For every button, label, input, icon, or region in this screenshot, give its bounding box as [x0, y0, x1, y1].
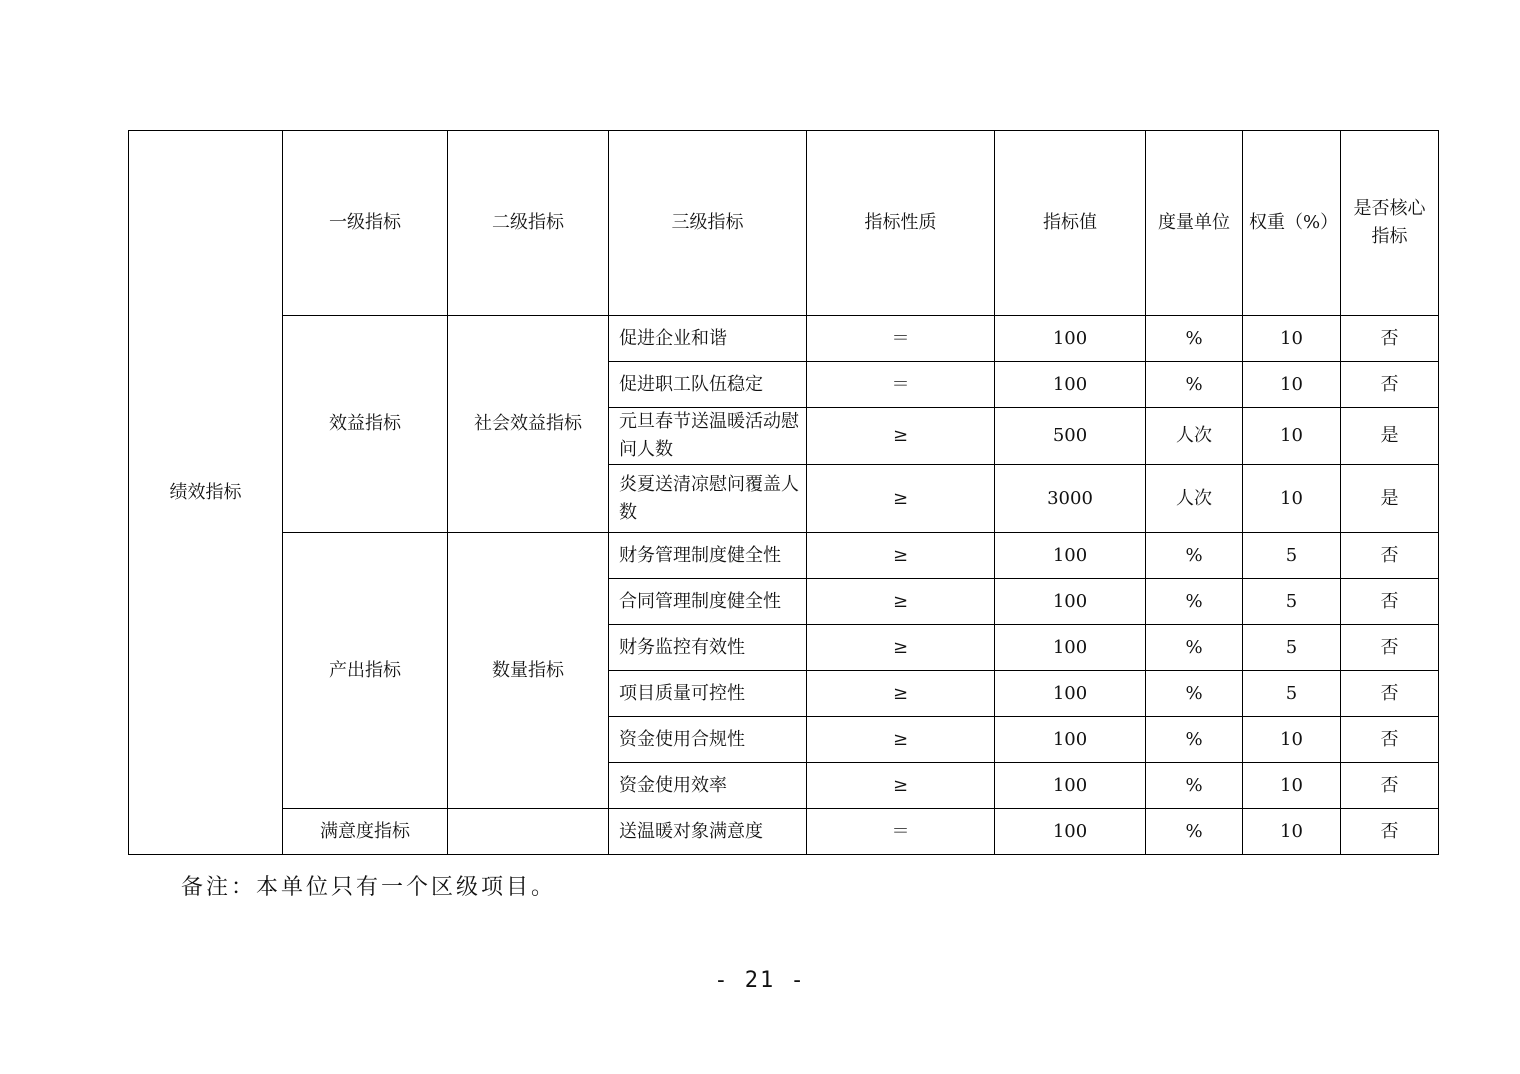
weight-cell: 10: [1243, 763, 1341, 809]
weight-cell: 10: [1243, 408, 1341, 465]
indicator-cell: 元旦春节送温暖活动慰问人数: [609, 408, 807, 465]
header-level3: 三级指标: [609, 131, 807, 316]
weight-cell: 10: [1243, 362, 1341, 408]
value-cell: 100: [995, 625, 1146, 671]
level1-cell: 效益指标: [283, 316, 448, 533]
nature-cell: ＝: [807, 362, 995, 408]
category-cell: 绩效指标: [129, 131, 283, 855]
header-unit: 度量单位: [1146, 131, 1243, 316]
value-cell: 500: [995, 408, 1146, 465]
nature-cell: ≥: [807, 625, 995, 671]
unit-cell: %: [1146, 316, 1243, 362]
weight-cell: 10: [1243, 717, 1341, 763]
indicator-cell: 资金使用合规性: [609, 717, 807, 763]
core-cell: 否: [1341, 763, 1439, 809]
header-level1: 一级指标: [283, 131, 448, 316]
unit-cell: %: [1146, 533, 1243, 579]
weight-cell: 5: [1243, 579, 1341, 625]
nature-cell: ≥: [807, 408, 995, 465]
core-cell: 否: [1341, 533, 1439, 579]
unit-cell: 人次: [1146, 408, 1243, 465]
weight-cell: 5: [1243, 533, 1341, 579]
performance-indicator-table: [128, 130, 1439, 855]
header-level2: 二级指标: [448, 131, 609, 316]
indicator-cell: 炎夏送清凉慰问覆盖人数: [609, 465, 807, 533]
value-cell: 100: [995, 316, 1146, 362]
core-cell: 否: [1341, 579, 1439, 625]
unit-cell: 人次: [1146, 465, 1243, 533]
table-row: [129, 533, 1439, 579]
value-cell: 100: [995, 717, 1146, 763]
core-cell: 否: [1341, 671, 1439, 717]
value-cell: 100: [995, 533, 1146, 579]
header-weight: 权重（%）: [1243, 131, 1341, 316]
indicator-cell: 资金使用效率: [609, 763, 807, 809]
unit-cell: %: [1146, 717, 1243, 763]
weight-cell: 10: [1243, 809, 1341, 855]
level2-cell: 数量指标: [448, 533, 609, 809]
unit-cell: %: [1146, 671, 1243, 717]
indicator-cell: 促进企业和谐: [609, 316, 807, 362]
unit-cell: %: [1146, 763, 1243, 809]
core-cell: 否: [1341, 362, 1439, 408]
indicator-cell: 项目质量可控性: [609, 671, 807, 717]
footnote: 备注：本单位只有一个区级项目。: [181, 875, 557, 900]
page-number: - 21 -: [714, 968, 806, 993]
level1-cell: 产出指标: [283, 533, 448, 809]
core-cell: 是: [1341, 408, 1439, 465]
value-cell: 3000: [995, 465, 1146, 533]
value-cell: 100: [995, 671, 1146, 717]
value-cell: 100: [995, 579, 1146, 625]
weight-cell: 10: [1243, 316, 1341, 362]
header-value: 指标值: [995, 131, 1146, 316]
core-cell: 否: [1341, 717, 1439, 763]
indicator-cell: 合同管理制度健全性: [609, 579, 807, 625]
nature-cell: ≥: [807, 763, 995, 809]
value-cell: 100: [995, 763, 1146, 809]
value-cell: 100: [995, 809, 1146, 855]
core-cell: 否: [1341, 316, 1439, 362]
core-cell: 是: [1341, 465, 1439, 533]
indicator-cell: 送温暖对象满意度: [609, 809, 807, 855]
nature-cell: ≥: [807, 579, 995, 625]
nature-cell: ≥: [807, 533, 995, 579]
unit-cell: %: [1146, 579, 1243, 625]
value-cell: 100: [995, 362, 1146, 408]
level1-cell: 满意度指标: [283, 809, 448, 855]
nature-cell: ≥: [807, 717, 995, 763]
core-cell: 否: [1341, 625, 1439, 671]
weight-cell: 5: [1243, 671, 1341, 717]
unit-cell: %: [1146, 362, 1243, 408]
header-nature: 指标性质: [807, 131, 995, 316]
table-row: [129, 316, 1439, 362]
header-core: 是否核心指标: [1341, 131, 1439, 316]
indicator-cell: 财务监控有效性: [609, 625, 807, 671]
level2-cell: 社会效益指标: [448, 316, 609, 533]
level2-cell: [448, 809, 609, 855]
nature-cell: ＝: [807, 316, 995, 362]
indicator-cell: 财务管理制度健全性: [609, 533, 807, 579]
indicator-cell: 促进职工队伍稳定: [609, 362, 807, 408]
unit-cell: %: [1146, 625, 1243, 671]
core-cell: 否: [1341, 809, 1439, 855]
weight-cell: 10: [1243, 465, 1341, 533]
nature-cell: ≥: [807, 465, 995, 533]
nature-cell: ＝: [807, 809, 995, 855]
header-row: [129, 131, 1439, 316]
table-row: [129, 809, 1439, 855]
weight-cell: 5: [1243, 625, 1341, 671]
unit-cell: %: [1146, 809, 1243, 855]
nature-cell: ≥: [807, 671, 995, 717]
